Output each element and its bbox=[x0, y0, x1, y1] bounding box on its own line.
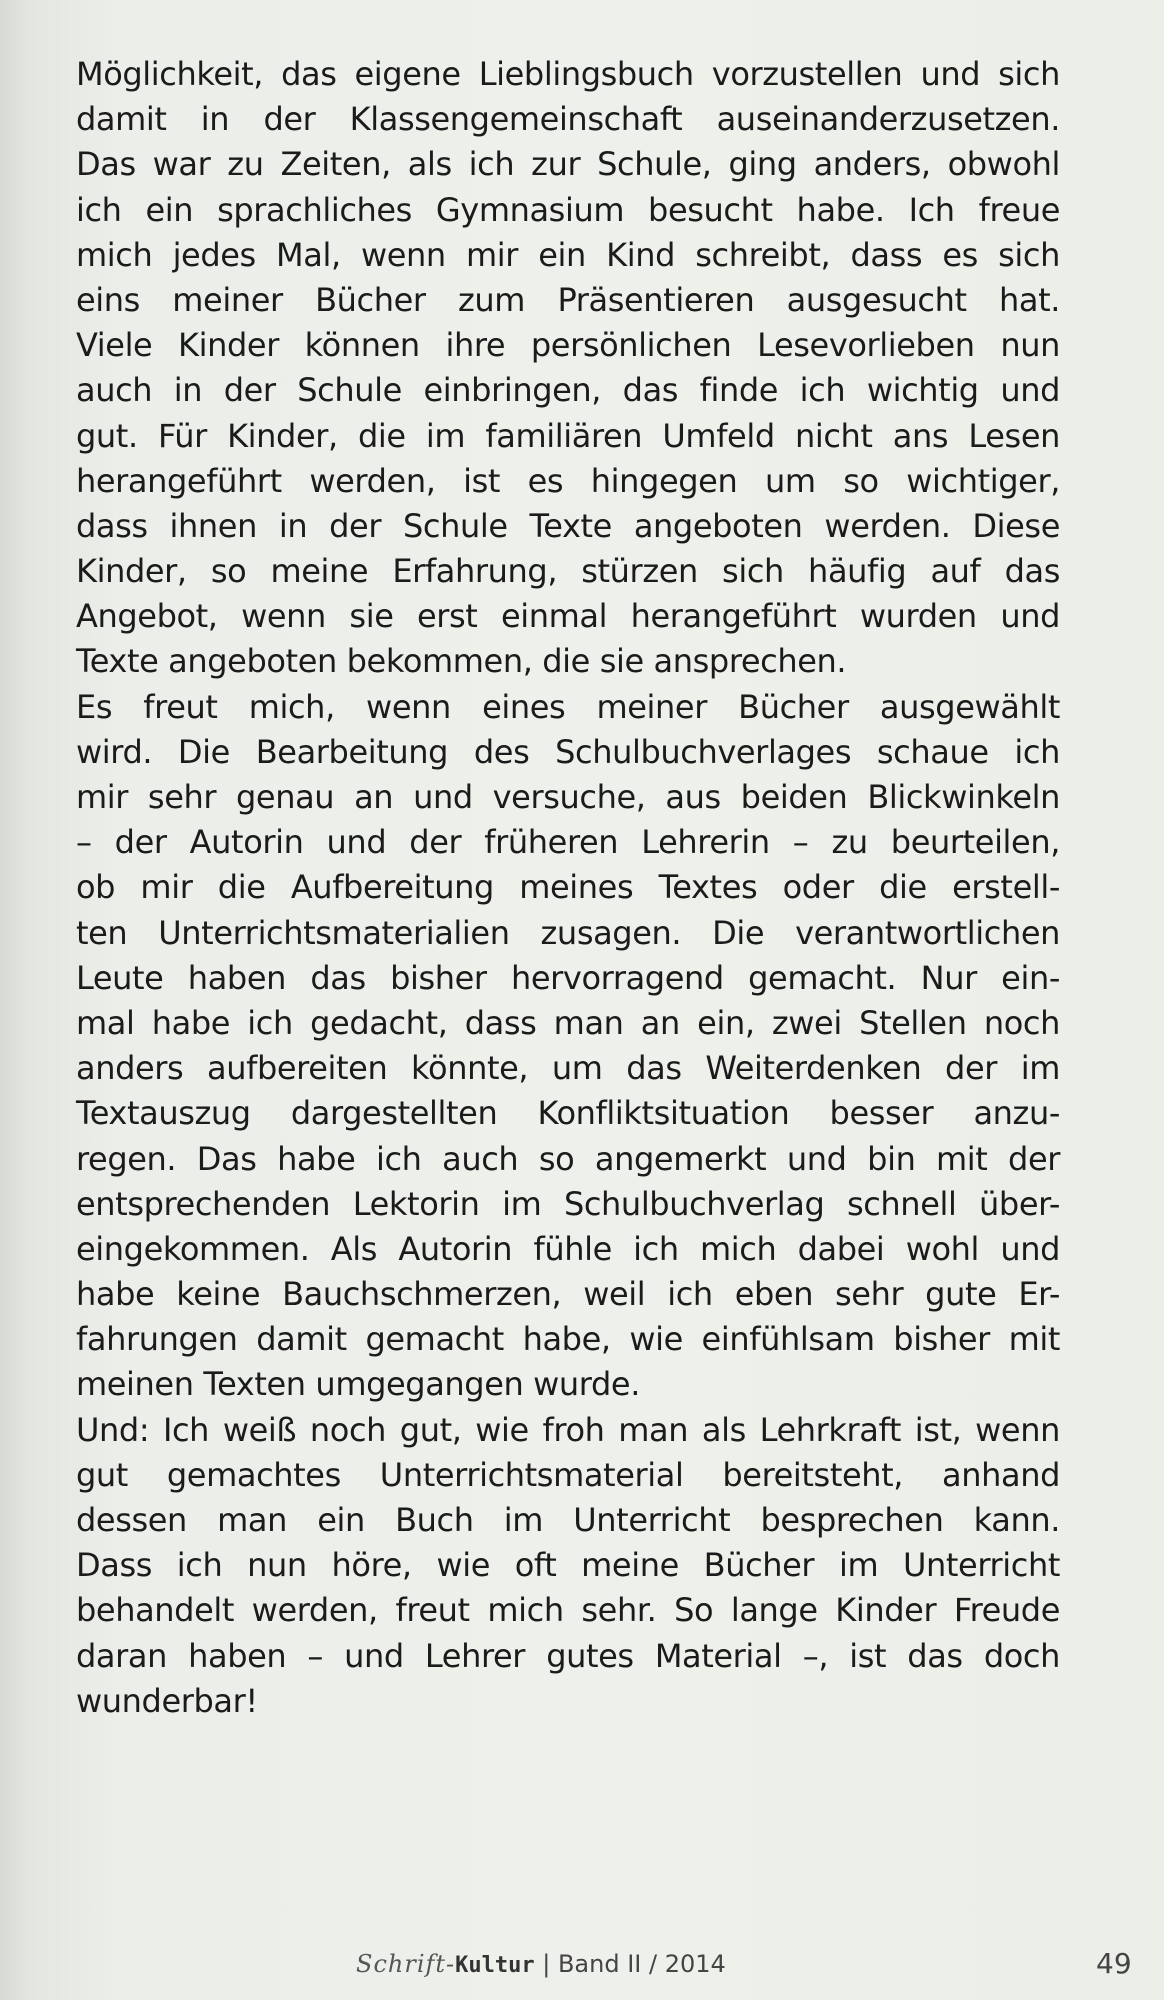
paragraph-end-line: wunderbar! bbox=[76, 1681, 258, 1720]
text-line: wird. Die Bearbeitung des Schulbuchverlages schaue ich bbox=[76, 732, 1060, 771]
text-line: mal habe ich gedacht, dass man an ein, zwei Stellen noch bbox=[76, 1003, 1060, 1042]
text-line: entsprechenden Lektorin im Schulbuchverlag schnell über- bbox=[76, 1184, 1060, 1223]
text-line: auch in der Schule einbringen, das finde ich wichtig und bbox=[76, 371, 1060, 410]
text-line: eins meiner Bücher zum Präsentieren ausgesucht hat. bbox=[76, 280, 1060, 319]
text-line: Und: Ich weiß noch gut, wie froh man als Lehrkraft ist, wenn bbox=[76, 1410, 1060, 1449]
text-line: – der Autorin und der früheren Lehrerin – zu beurteilen, bbox=[76, 823, 1060, 862]
page-number: 49 bbox=[1096, 1947, 1132, 1980]
text-line: eingekommen. Als Autorin fühle ich mich dabei wohl und bbox=[76, 1229, 1060, 1268]
text-line: gut. Für Kinder, die im familiären Umfeld nicht ans Lesen bbox=[76, 416, 1060, 455]
paragraph-end-line: Texte angeboten bekommen, die sie ansprechen. bbox=[76, 642, 847, 681]
text-line: herangeführt werden, ist es hingegen um so wichtiger, bbox=[76, 461, 1060, 500]
text-line: mich jedes Mal, wenn mir ein Kind schreibt, dass es sich bbox=[76, 235, 1060, 274]
text-line: behandelt werden, freut mich sehr. So lange Kinder Freude bbox=[76, 1591, 1060, 1630]
text-line: gut gemachtes Unterrichtsmaterial bereitsteht, anhand bbox=[76, 1455, 1060, 1494]
text-line: regen. Das habe ich auch so angemerkt und bin mit der bbox=[76, 1139, 1060, 1178]
text-line: Viele Kinder können ihre persönlichen Lesevorlieben nun bbox=[76, 326, 1060, 365]
text-line: Textauszug dargestellten Konfliktsituation besser anzu- bbox=[76, 1094, 1060, 1133]
text-line: damit in der Klassengemeinschaft auseinanderzusetzen. bbox=[76, 100, 1060, 139]
text-line: fahrungen damit gemacht habe, wie einfühlsam bisher mit bbox=[76, 1320, 1060, 1359]
text-line: ich ein sprachliches Gymnasium besucht habe. Ich freue bbox=[76, 190, 1060, 229]
body-text bbox=[76, 52, 1060, 1724]
text-line: mir sehr genau an und versuche, aus beiden Blickwinkeln bbox=[76, 778, 1060, 816]
paragraph-end-line: meinen Texten umgegangen wurde. bbox=[76, 1365, 640, 1404]
text-line: Es freut mich, wenn eines meiner Bücher ausgewählt bbox=[76, 687, 1060, 726]
text-line: ten Unterrichtsmaterialien zusagen. Die verantwortlichen bbox=[76, 913, 1060, 952]
volume-info: Band II / 2014 bbox=[557, 1950, 726, 1978]
text-line: Leute haben das bisher hervorragend gemacht. Nur ein- bbox=[76, 958, 1060, 997]
journal-name-bold: Kultur bbox=[455, 1953, 535, 1978]
running-footer bbox=[356, 1944, 726, 1984]
text-line: anders aufbereiten könnte, um das Weiterdenken der im bbox=[76, 1049, 1060, 1088]
text-line: daran haben – und Lehrer gutes Material –, ist das doch bbox=[76, 1636, 1060, 1675]
text-line: Angebot, wenn sie erst einmal herangeführt wurden und bbox=[76, 597, 1060, 636]
footer-separator: | bbox=[534, 1950, 558, 1978]
text-line: Möglichkeit, das eigene Lieblingsbuch vorzustellen und sich bbox=[76, 55, 1060, 93]
text-line: dessen man ein Buch im Unterricht besprechen kann. bbox=[76, 1501, 1060, 1539]
text-line: Dass ich nun höre, wie oft meine Bücher im Unterricht bbox=[76, 1546, 1060, 1585]
text-line: Kinder, so meine Erfahrung, stürzen sich häufig auf das bbox=[76, 552, 1060, 591]
journal-name-script: Schrift- bbox=[356, 1950, 456, 1978]
text-line: dass ihnen in der Schule Texte angeboten werden. Diese bbox=[76, 506, 1060, 545]
text-line: ob mir die Aufbereitung meines Textes oder die erstell- bbox=[76, 868, 1060, 907]
text-line: Das war zu Zeiten, als ich zur Schule, ging anders, obwohl bbox=[76, 145, 1060, 184]
text-line: habe keine Bauchschmerzen, weil ich eben sehr gute Er- bbox=[76, 1275, 1060, 1314]
